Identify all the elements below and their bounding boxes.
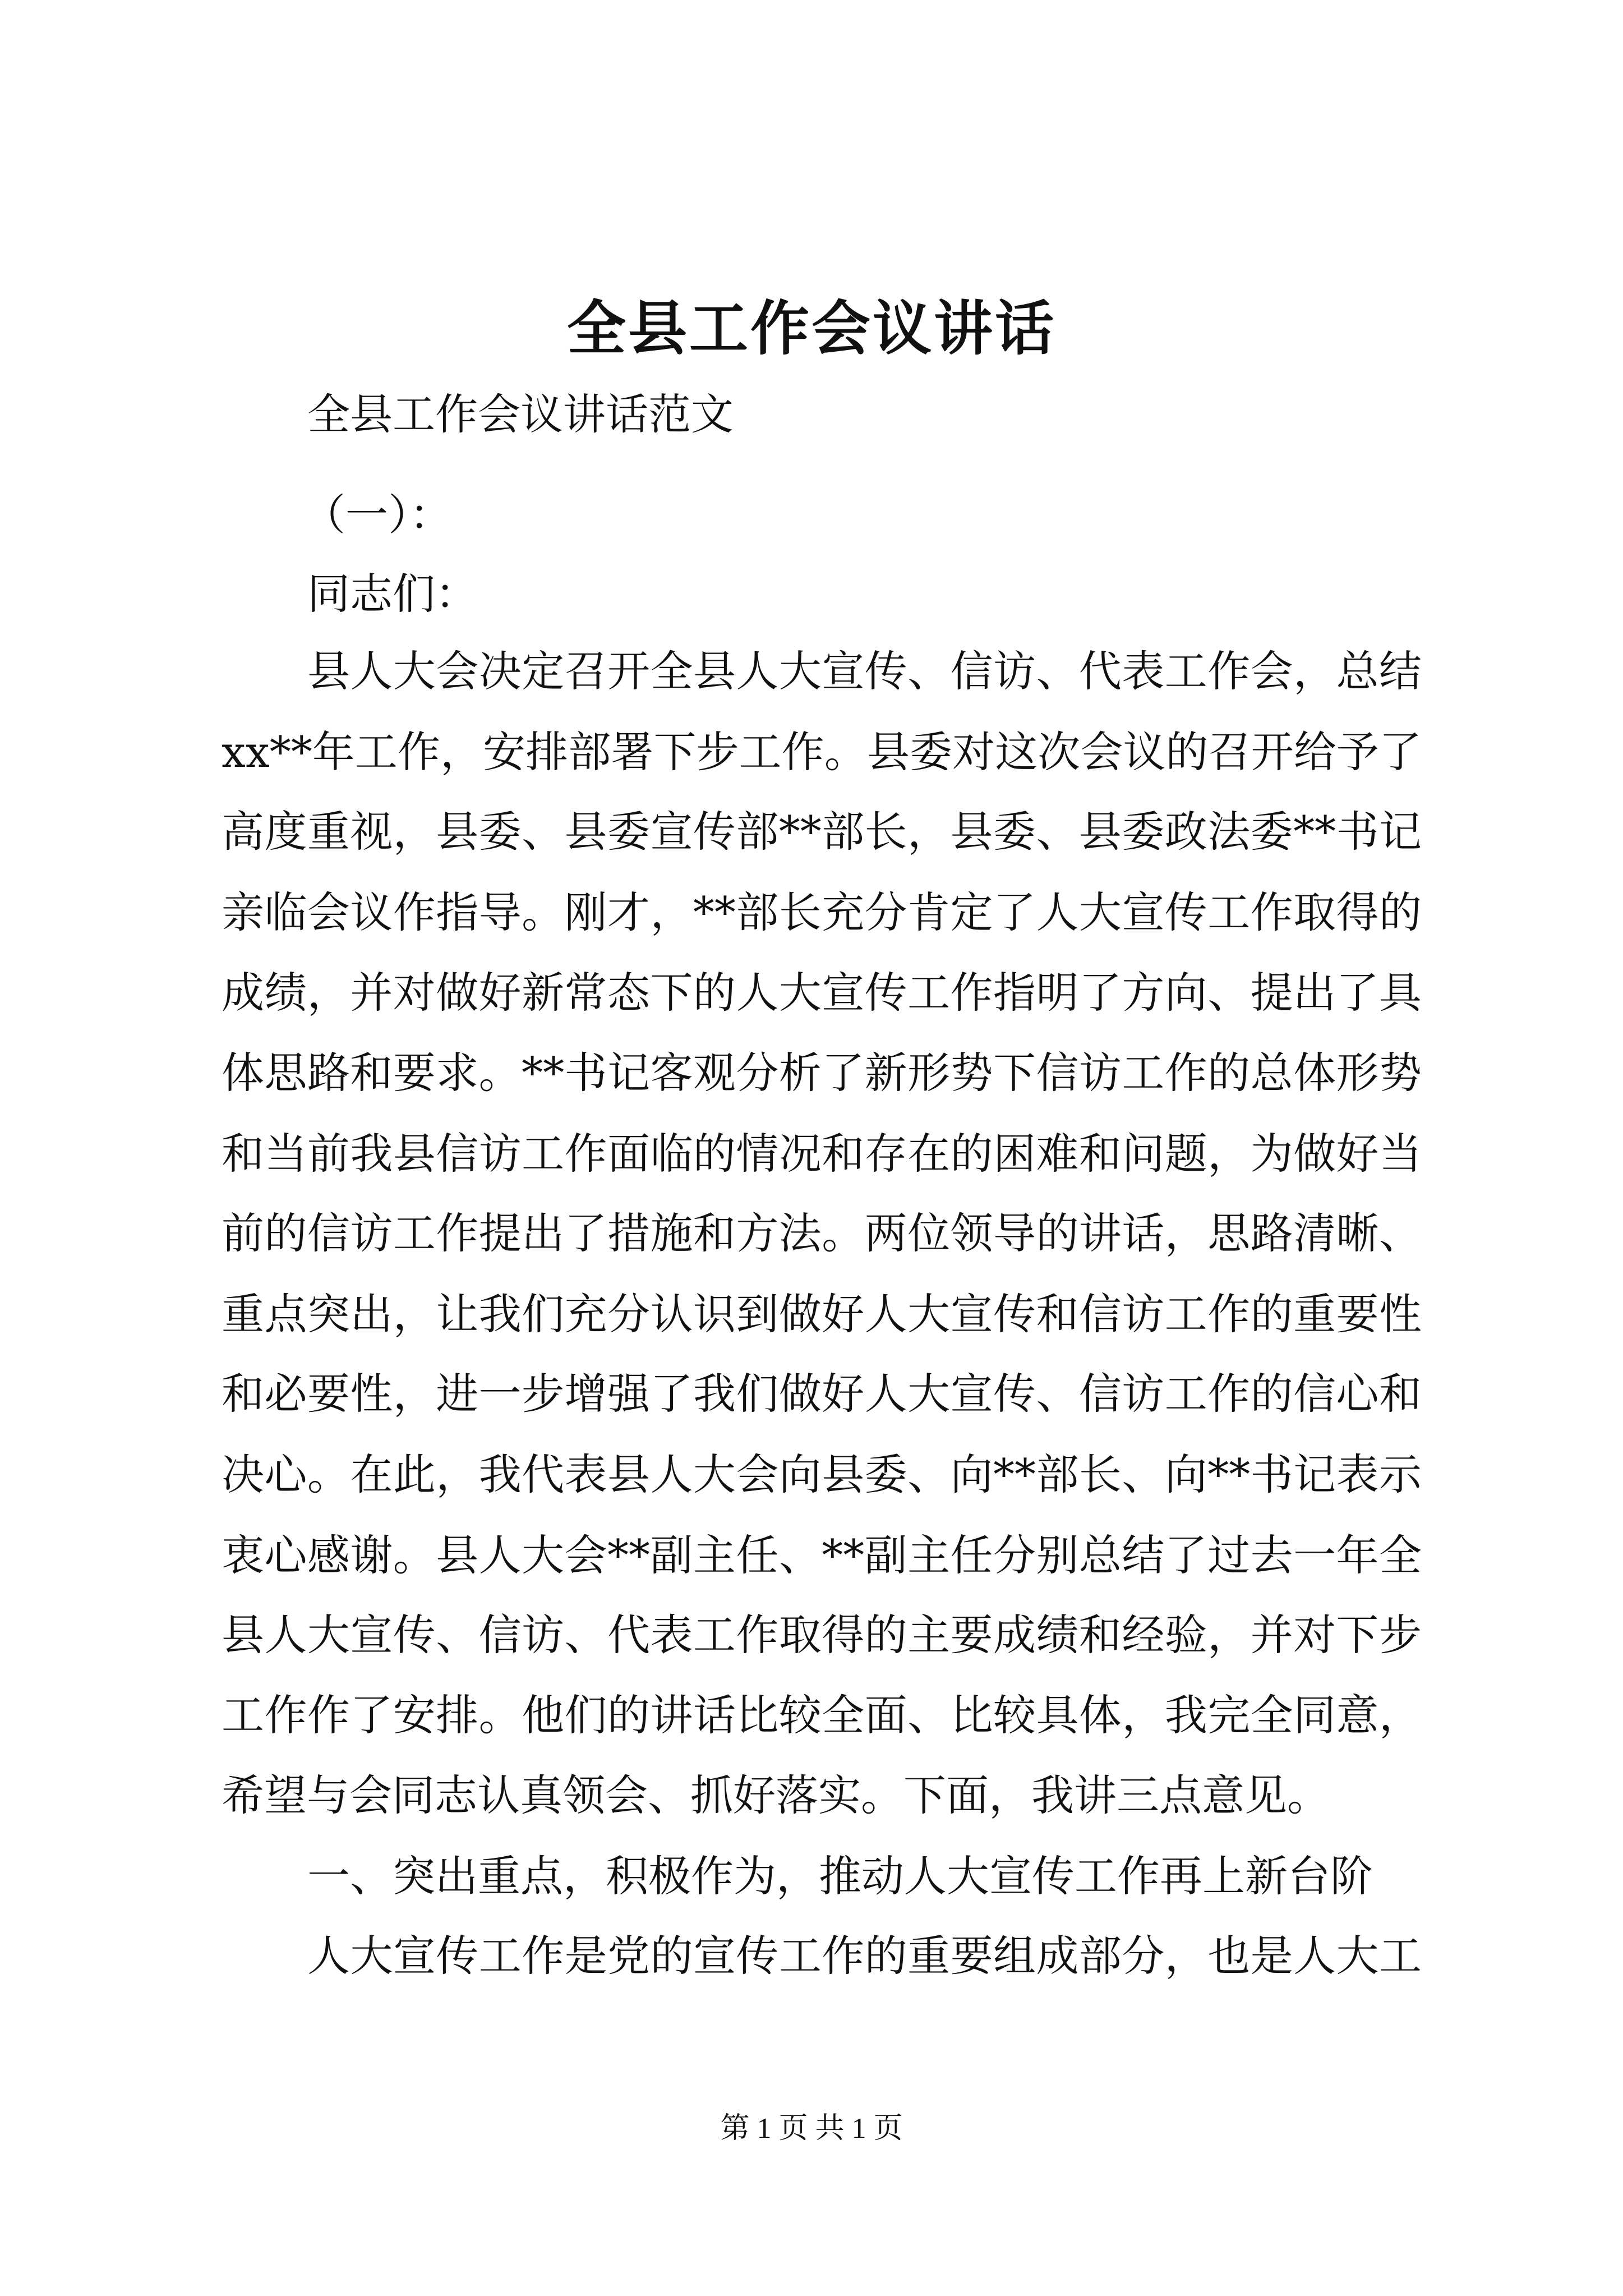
- document-title: 全县工作会议讲话: [566, 293, 1056, 363]
- paragraph-line: 亲临会议作指导。刚才，**部长充分肯定了人大宣传工作取得的: [222, 887, 1422, 937]
- paragraph-line: 高度重视，县委、县委宣传部**部长，县委、县委政法委**书记: [222, 807, 1422, 857]
- paragraph-line: 和必要性，进一步增强了我们做好人大宣传、信访工作的信心和: [222, 1369, 1422, 1419]
- paragraph-line: 重点突出，让我们充分认识到做好人大宣传和信访工作的重要性: [222, 1289, 1422, 1339]
- paragraph-line: 希望与会同志认真领会、抓好落实。下面，我讲三点意见。: [222, 1770, 1330, 1820]
- section-heading: 一、突出重点，积极作为，推动人大宣传工作再上新台阶: [307, 1851, 1373, 1901]
- paragraph-line: 县人大宣传、信访、代表工作取得的主要成绩和经验，并对下步: [222, 1610, 1422, 1660]
- paragraph-line: 前的信访工作提出了措施和方法。两位领导的讲话，思路清晰、: [222, 1208, 1422, 1258]
- paragraph-line: 成绩，并对做好新常态下的人大宣传工作指明了方向、提出了具: [222, 968, 1422, 1018]
- paragraph-line: 决心。在此，我代表县人大会向县委、向**部长、向**书记表示: [222, 1450, 1422, 1499]
- paragraph-line: 和当前我县信访工作面临的情况和存在的困难和问题，为做好当: [222, 1129, 1422, 1179]
- paragraph-line: 体思路和要求。**书记客观分析了新形势下信访工作的总体形势: [222, 1048, 1422, 1098]
- paragraph-line: 衷心感谢。县人大会**副主任、**副主任分别总结了过去一年全: [222, 1530, 1422, 1580]
- section-label: （一）：: [303, 490, 452, 540]
- document-subtitle: 全县工作会议讲话范文: [307, 389, 734, 439]
- paragraph-line: 县人大会决定召开全县人大宣传、信访、代表工作会，总结: [307, 646, 1422, 696]
- paragraph-line: 人大宣传工作是党的宣传工作的重要组成部分，也是人大工: [307, 1931, 1422, 1981]
- paragraph-line: 工作作了安排。他们的讲话比较全面、比较具体，我完全同意，: [222, 1690, 1422, 1740]
- greeting: 同志们：: [307, 569, 478, 619]
- page-footer: 第 1 页 共 1 页: [720, 2113, 903, 2145]
- paragraph-line: xx**年工作，安排部署下步工作。县委对这次会议的召开给予了: [222, 727, 1422, 777]
